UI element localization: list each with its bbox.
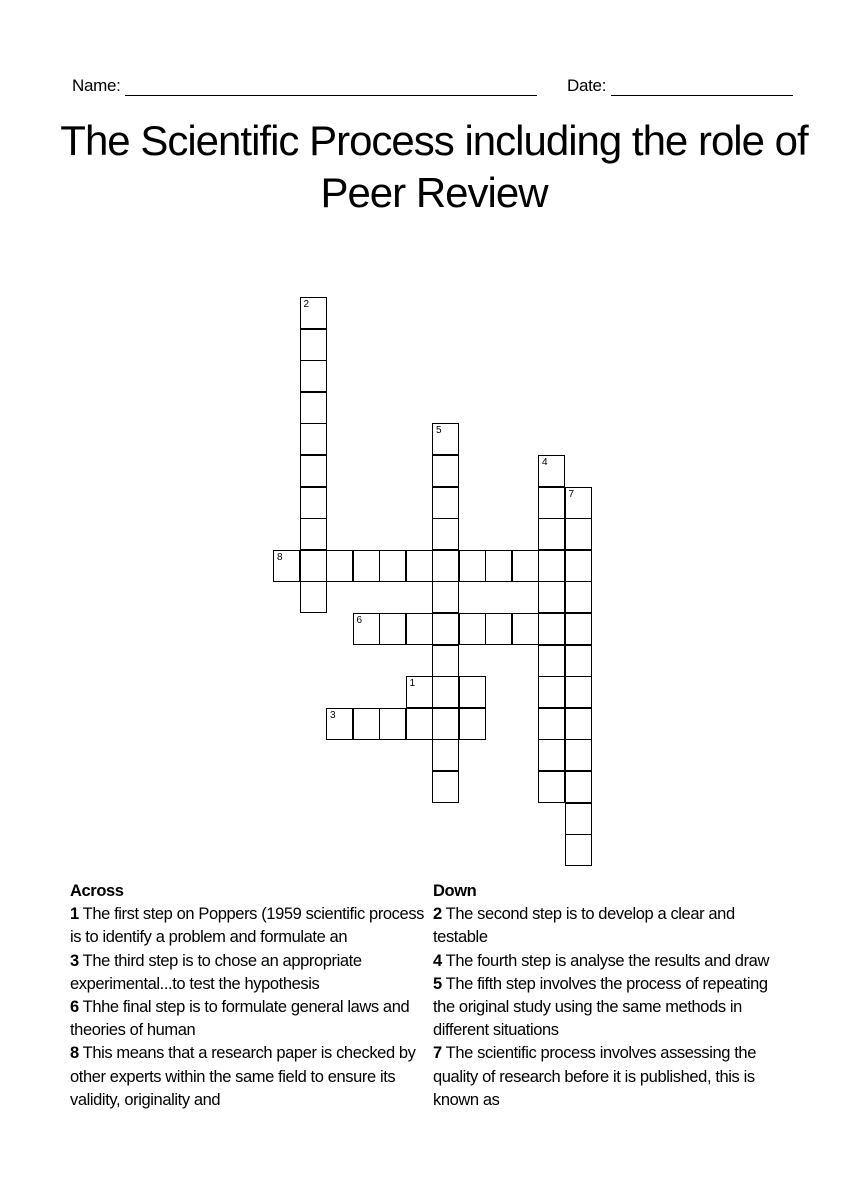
grid-cell[interactable] [300, 297, 327, 329]
grid-cell[interactable] [538, 613, 565, 645]
cell-number: 3 [330, 709, 336, 721]
cell-number: 6 [356, 615, 363, 626]
cell-number: 8 [277, 551, 283, 563]
grid-cell[interactable] [300, 487, 327, 519]
across-heading: Across [70, 882, 124, 900]
grid-cell[interactable] [300, 360, 327, 392]
grid-cell[interactable] [565, 676, 592, 708]
grid-cell[interactable] [432, 455, 459, 487]
down-heading: Down [433, 882, 477, 900]
name-field[interactable] [72, 76, 537, 96]
grid-cell[interactable] [565, 834, 592, 866]
grid-cell[interactable] [432, 518, 459, 550]
clue-item: 6 Thhe final step is to formulate general laws and theories of human [70, 998, 410, 1040]
grid-cell[interactable] [300, 455, 327, 487]
grid-cell[interactable] [353, 613, 380, 645]
grid-cell[interactable] [432, 645, 459, 677]
name-blank[interactable] [125, 78, 537, 96]
grid-cell[interactable] [379, 613, 406, 645]
grid-cell[interactable] [326, 550, 353, 582]
grid-cell[interactable] [565, 518, 592, 550]
grid-cell[interactable] [300, 392, 327, 424]
clue-item: 2 The second step is to develop a clear and testable [433, 905, 735, 947]
clue-item: 8 This means that a research paper is checked by other experts within the same field to ensure its validity, originality and [70, 1044, 416, 1109]
grid-cell[interactable] [432, 487, 459, 519]
grid-cell[interactable] [565, 645, 592, 677]
clue-item: 3 The third step is to chose an appropriate experimental...to test the hypothesis [70, 951, 362, 993]
cell-number: 4 [542, 457, 548, 468]
grid-cell[interactable] [538, 518, 565, 550]
grid-cell[interactable] [432, 550, 459, 582]
grid-cell[interactable] [538, 771, 565, 803]
grid-cell[interactable] [300, 329, 327, 361]
grid-cell[interactable] [538, 581, 565, 613]
grid-cell[interactable] [459, 550, 486, 582]
grid-cell[interactable] [432, 771, 459, 803]
grid-cell[interactable] [432, 676, 459, 708]
clue-item: 4 The fourth step is analyse the results and draw [433, 951, 769, 970]
grid-cell[interactable] [512, 613, 539, 645]
grid-cell[interactable] [565, 613, 592, 645]
grid-cell[interactable] [459, 708, 486, 740]
grid-cell[interactable] [379, 708, 406, 740]
page-title: The Scientific Process including the role of Peer Review [60, 117, 808, 216]
grid-cell[interactable] [432, 423, 459, 455]
grid-cell[interactable] [565, 771, 592, 803]
grid-cell[interactable] [406, 550, 433, 582]
clue-item: 1 The first step on Poppers (1959 scientific process is to identify a problem and formulate an [70, 905, 425, 947]
grid-cell[interactable] [538, 708, 565, 740]
grid-cell[interactable] [538, 455, 565, 487]
grid-cell[interactable] [565, 550, 592, 582]
grid-cell[interactable] [273, 550, 300, 582]
grid-cell[interactable] [459, 676, 486, 708]
grid-cell[interactable] [406, 613, 433, 645]
grid-cell[interactable] [512, 550, 539, 582]
cell-number: 7 [568, 488, 575, 500]
grid-cell[interactable] [538, 676, 565, 708]
grid-cell[interactable] [432, 739, 459, 771]
grid-cell[interactable] [565, 739, 592, 771]
grid-cell[interactable] [432, 613, 459, 645]
grid-cell[interactable] [538, 739, 565, 771]
grid-cell[interactable] [538, 550, 565, 582]
down-clues [433, 880, 793, 1112]
clue-item: 5 The fifth step involves the process of repeating the original study using the same methods in different situations [433, 974, 768, 1040]
grid-cell[interactable] [538, 645, 565, 677]
grid-cell[interactable] [406, 708, 433, 740]
grid-cell[interactable] [538, 487, 565, 519]
grid-cell[interactable] [459, 613, 486, 645]
grid-cell[interactable] [300, 518, 327, 550]
date-blank[interactable] [611, 78, 793, 96]
grid-cell[interactable] [485, 550, 512, 582]
cell-number: 1 [409, 678, 416, 690]
grid-cell[interactable] [565, 487, 592, 519]
across-clues [70, 880, 430, 1112]
grid-cell[interactable] [379, 550, 406, 582]
grid-cell[interactable] [485, 613, 512, 645]
cell-number: 2 [303, 299, 310, 310]
grid-cell[interactable] [353, 550, 380, 582]
grid-cell[interactable] [565, 581, 592, 613]
grid-cell[interactable] [432, 708, 459, 740]
name-label: Name: [72, 76, 121, 95]
grid-cell[interactable] [300, 423, 327, 455]
grid-cell[interactable] [353, 708, 380, 740]
cell-number: 5 [436, 425, 442, 437]
grid-cell[interactable] [300, 581, 327, 613]
grid-cell[interactable] [300, 550, 327, 582]
grid-cell[interactable] [565, 803, 592, 835]
date-field[interactable] [567, 76, 793, 96]
grid-cell[interactable] [432, 581, 459, 613]
grid-cell[interactable] [565, 708, 592, 740]
grid-cell[interactable] [406, 676, 433, 708]
grid-cell[interactable] [326, 708, 353, 740]
clue-item: 7 The scientific process involves assessing the quality of research before it is published, this is known as [433, 1044, 756, 1109]
date-label: Date: [567, 76, 607, 95]
